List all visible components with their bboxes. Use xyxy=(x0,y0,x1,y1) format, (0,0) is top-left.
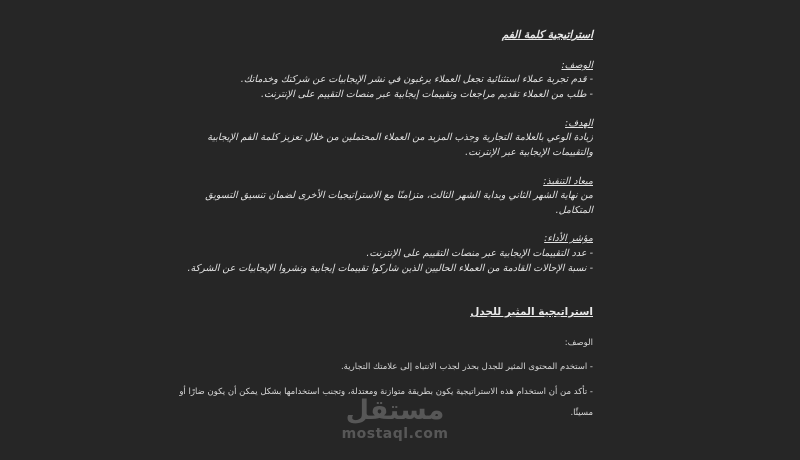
section1-description-line-1: - قدم تجربة عملاء استثنائية تجعل العملاء يرغبون في نشر الإيجابيات عن شركتك وخدماتك. xyxy=(240,74,593,85)
section1-goal-line-2: والتقييمات الإيجابية عبر الإنترنت. xyxy=(465,147,593,158)
mostaql-watermark xyxy=(340,396,450,442)
section1-goal-line-1: زيادة الوعي بالعلامة التجارية وجذب المزيد من العملاء المحتملين من خلال تعزيز كلمة الفم الإيجابية xyxy=(207,132,593,143)
section1-timing-line-1: من نهاية الشهر الثاني وبداية الشهر الثالث، متزامنًا مع الاستراتيجيات الأخرى لضمان تنسيق التسويق xyxy=(205,190,593,201)
section1-description-line-2: - طلب من العملاء تقديم مراجعات وتقييمات إيجابية عبر منصات التقييم على الإنترنت. xyxy=(260,89,593,100)
watermark-arabic-text: مستقل xyxy=(345,395,445,426)
section1-kpi-label: مؤشر الأداء: xyxy=(544,233,593,244)
section2-line-1: - استخدم المحتوى المثير للجدل بحذر لجذب الانتباه إلى علامتك التجارية. xyxy=(340,362,593,372)
section1-title: استراتيجية كلمة الفم xyxy=(501,29,593,41)
section2-title: استراتيجية المثير للجدل xyxy=(470,306,593,318)
section1-timing-line-2: المتكامل. xyxy=(555,205,593,216)
watermark-latin-text: mostaql.com xyxy=(341,426,449,442)
section1-goal-label: الهدف: xyxy=(565,118,593,129)
section1-description-label: الوصف: xyxy=(561,60,593,71)
section1-kpi-line-1: - عدد التقييمات الإيجابية عبر منصات التقييم على الإنترنت. xyxy=(366,248,593,259)
section1-timing-label: ميعاد التنفيذ: xyxy=(543,176,593,187)
section2-line-3: مسيئًا. xyxy=(570,408,593,418)
section2-line-2: - تأكد من أن استخدام هذه الاستراتيجية يكون بطريقة متوازنة ومعتدلة، وتجنب استخدامها بشكل يمكن أن يكون ضارًا أو xyxy=(179,387,593,397)
section2-description-label: الوصف: xyxy=(564,338,593,348)
section1-kpi-line-2: - نسبة الإحالات القادمة من العملاء الحاليين الذين شاركوا تقييمات إيجابية ونشروا الإيجابيات عن الشركة. xyxy=(187,263,593,274)
